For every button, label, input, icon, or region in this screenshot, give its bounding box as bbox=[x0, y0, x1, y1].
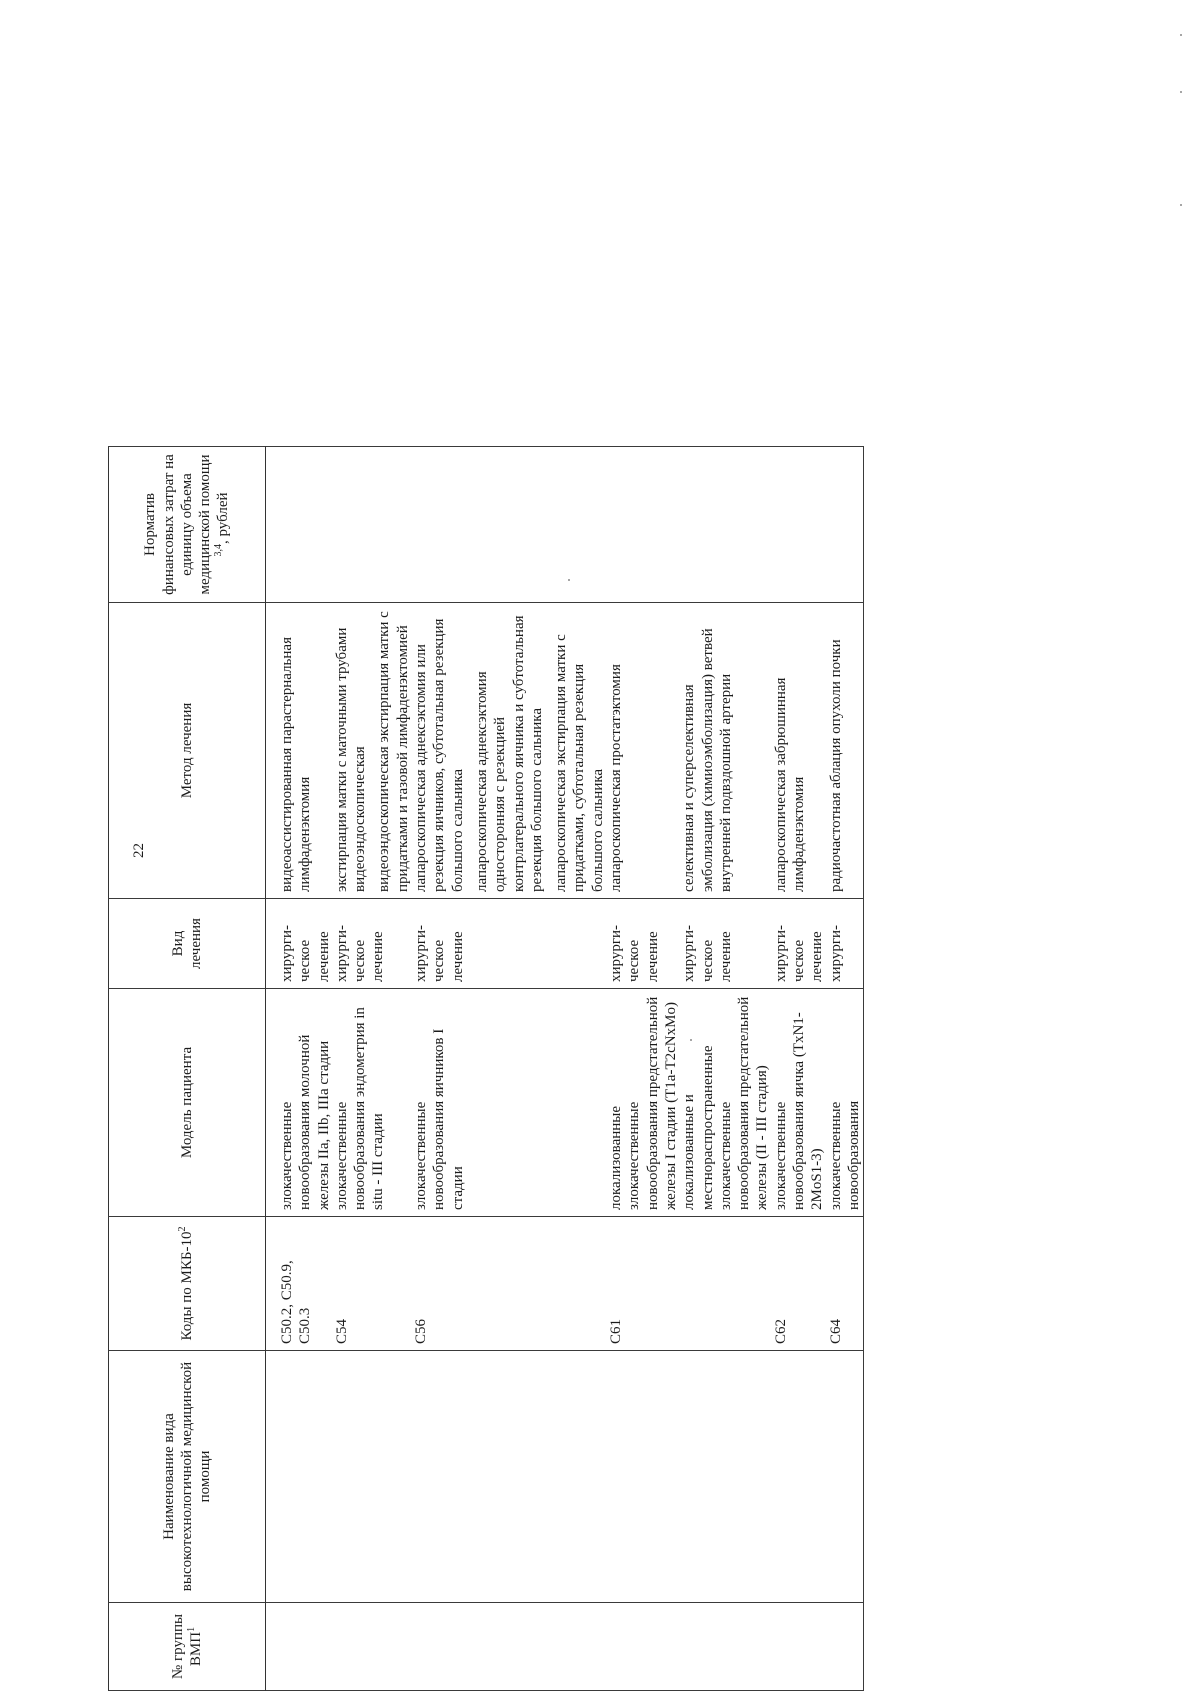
vmp-table bbox=[108, 446, 864, 1691]
scan-speck bbox=[1180, 34, 1182, 36]
cell-treatment-method bbox=[680, 603, 771, 899]
cell-treatment-method bbox=[266, 603, 333, 899]
treatment-method-item: радиочастотная аблация опухоли почки bbox=[827, 639, 844, 892]
method-list bbox=[412, 609, 607, 892]
cell-treatment-type-text: хирурги-ческое лечение bbox=[279, 924, 332, 982]
cell-cost-standard bbox=[680, 447, 771, 603]
cell-treatment-type-text: хирурги-ческое лечение bbox=[413, 924, 466, 982]
cell-cost-standard bbox=[266, 447, 333, 603]
table-header bbox=[109, 447, 266, 1691]
cell-vmp-name bbox=[827, 1351, 864, 1603]
cell-icd-codes-text: C61 bbox=[608, 1318, 625, 1344]
scan-speck bbox=[1180, 204, 1182, 206]
cell-treatment-method bbox=[412, 603, 607, 899]
cell-patient-model-text: злокачественные новообразования яичка (TxN1-2MoS1-3) bbox=[772, 1012, 826, 1210]
cell-treatment-type bbox=[607, 899, 680, 989]
cell-treatment-type bbox=[333, 899, 412, 989]
cell-treatment-type bbox=[266, 899, 333, 989]
cell-patient-model bbox=[333, 989, 412, 1217]
table-row bbox=[827, 447, 864, 1691]
cell-group-number bbox=[607, 1603, 680, 1691]
header-treatment-type: Вид лечения bbox=[109, 899, 266, 989]
table-row bbox=[607, 447, 680, 1691]
cell-vmp-name bbox=[412, 1351, 607, 1603]
cell-vmp-name bbox=[607, 1351, 680, 1603]
cell-treatment-method bbox=[333, 603, 412, 899]
treatment-method-item: лапароскопическая простатэктомия bbox=[608, 664, 625, 892]
table-body bbox=[266, 447, 864, 1691]
header-vmp-name: Наименование вида высокотехнологичной медицинской помощи bbox=[109, 1351, 266, 1603]
cell-vmp-name bbox=[266, 1351, 333, 1603]
cell-group-number bbox=[772, 1603, 827, 1691]
treatment-method-item: селективная и суперселективная эмболизация (химиоэмболизация) ветвей внутренней подвздошной артерии bbox=[681, 628, 734, 892]
cell-treatment-method bbox=[607, 603, 680, 899]
scan-speck bbox=[568, 579, 570, 581]
header-group-number: № группы ВМП$^1$ bbox=[109, 1603, 266, 1691]
scan-speck bbox=[1180, 91, 1182, 93]
table-row bbox=[266, 447, 333, 1691]
table-row bbox=[772, 447, 827, 1691]
treatment-method-item: лапароскопическая забрюшинная лимфаденэктомия bbox=[772, 677, 808, 892]
cell-icd-codes bbox=[412, 1217, 607, 1351]
cell-icd-codes-text: C62 bbox=[772, 1318, 789, 1344]
cell-patient-model bbox=[607, 989, 680, 1217]
cell-group-number bbox=[827, 1603, 864, 1691]
cell-vmp-name bbox=[680, 1351, 771, 1603]
cell-cost-standard bbox=[772, 447, 827, 603]
table-row bbox=[680, 447, 771, 1691]
cell-patient-model bbox=[412, 989, 607, 1217]
method-list bbox=[278, 609, 315, 892]
cell-group-number bbox=[412, 1603, 607, 1691]
cell-patient-model bbox=[266, 989, 333, 1217]
cell-treatment-type bbox=[680, 899, 771, 989]
cell-icd-codes-text: C56 bbox=[413, 1318, 430, 1344]
cell-treatment-method bbox=[772, 603, 827, 899]
cell-group-number bbox=[266, 1603, 333, 1691]
cell-icd-codes-text: C64 bbox=[827, 1318, 844, 1344]
cell-patient-model-text: злокачественные новообразования эндометрия in situ - III стадии bbox=[333, 1007, 387, 1210]
header-patient-model: Модель пациента bbox=[109, 989, 266, 1217]
treatment-method-item: лапароскопическая аднексэктомия односторонняя с резекцией контрлатерального яичника и субтотальная резекция большого сальника bbox=[473, 615, 545, 892]
cell-patient-model-text: злокачественные новообразования bbox=[827, 1100, 862, 1210]
scan-speck bbox=[690, 1039, 692, 1041]
treatment-method-item: видеоассистированная парастернальная лимфаденэктомия bbox=[279, 637, 314, 892]
cell-patient-model-text: локализованные и местнораспространенные злокачественные новообразования предстательной железы (II - III стадия) bbox=[681, 996, 771, 1210]
method-list bbox=[772, 609, 809, 892]
cell-vmp-name bbox=[333, 1351, 412, 1603]
cell-icd-codes-text: C50.2, C50.9, C50.3 bbox=[279, 1260, 314, 1344]
table-row bbox=[333, 447, 412, 1691]
cell-icd-codes bbox=[333, 1217, 412, 1351]
cell-icd-codes bbox=[680, 1217, 771, 1351]
method-list bbox=[333, 609, 412, 892]
cell-icd-codes bbox=[772, 1217, 827, 1351]
method-list bbox=[827, 609, 845, 892]
treatment-method-item: экстирпация матки с маточными трубами видеоэндоскопическая bbox=[333, 627, 369, 892]
cell-cost-standard bbox=[607, 447, 680, 603]
table-row bbox=[412, 447, 607, 1691]
header-icd-codes: Коды по МКБ-$10^2$ bbox=[109, 1217, 266, 1351]
cell-cost-standard bbox=[333, 447, 412, 603]
cell-treatment-type-text: хирурги- bbox=[827, 924, 844, 982]
cell-treatment-type-text: хирурги-ческое лечение bbox=[772, 924, 826, 982]
cell-patient-model-text: злокачественные новообразования яичников I стадии bbox=[413, 1028, 466, 1210]
cell-treatment-method bbox=[827, 603, 864, 899]
treatment-method-item: лапароскопическая экстирпация матки с придатками, субтотальная резекция большого сальника bbox=[553, 634, 606, 892]
method-list bbox=[607, 609, 625, 892]
cell-group-number bbox=[333, 1603, 412, 1691]
cell-patient-model bbox=[680, 989, 771, 1217]
treatment-method-item: лапароскопическая аднексэктомия или резекция яичников, субтотальная резекция большого сальника bbox=[413, 618, 466, 892]
cell-icd-codes bbox=[827, 1217, 864, 1351]
cell-treatment-type-text: хирурги-ческое лечение bbox=[608, 924, 661, 982]
cell-cost-standard bbox=[827, 447, 864, 603]
header-treatment-method: Метод лечения bbox=[109, 603, 266, 899]
cell-cost-standard bbox=[412, 447, 607, 603]
cell-group-number bbox=[680, 1603, 771, 1691]
cell-patient-model bbox=[772, 989, 827, 1217]
cell-treatment-type bbox=[412, 899, 607, 989]
cell-patient-model-text: локализованные злокачественные новообразования предстательной железы I стадии (T1a-T2cNxMo) bbox=[608, 996, 679, 1210]
cell-patient-model bbox=[827, 989, 864, 1217]
method-list bbox=[680, 609, 735, 892]
cell-treatment-type-text: хирурги-ческое лечение bbox=[333, 924, 387, 982]
header-cost-standard: Норматив финансовых затрат на единицу объема медицинской помощи $^{3,4}$, рублей bbox=[109, 447, 266, 603]
cell-treatment-type bbox=[772, 899, 827, 989]
cell-icd-codes-text: C54 bbox=[333, 1318, 350, 1344]
page-number: 22 bbox=[131, 843, 147, 858]
treatment-method-item: видеоэндоскопическая экстирпация матки с придатками и тазовой лимфаденэктомией bbox=[376, 611, 411, 892]
cell-treatment-type bbox=[827, 899, 864, 989]
cell-vmp-name bbox=[772, 1351, 827, 1603]
cell-treatment-type-text: хирурги-ческое лечение bbox=[681, 924, 734, 982]
cell-icd-codes bbox=[607, 1217, 680, 1351]
cell-icd-codes bbox=[266, 1217, 333, 1351]
cell-patient-model-text: злокачественные новообразования молочной железы IIa, IIb, IIIa стадии bbox=[279, 1034, 332, 1210]
